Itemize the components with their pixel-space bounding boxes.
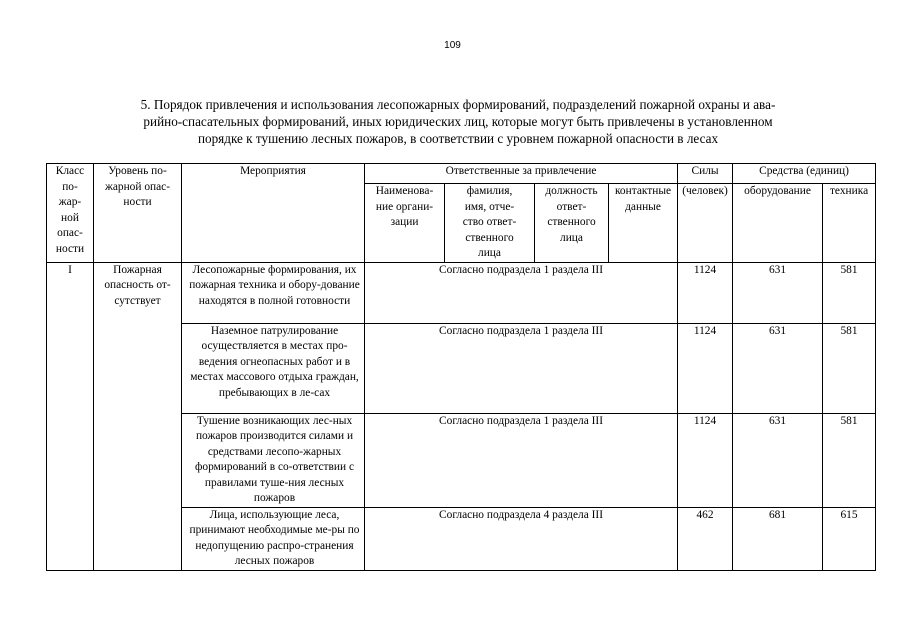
responsible-cell: Согласно подраздела 1 раздела III	[365, 262, 678, 323]
equipment-cell: 631	[733, 323, 823, 413]
equipment-cell: 681	[733, 507, 823, 570]
header-position: должность ответ-ственного лица	[535, 184, 609, 263]
heading-line-3: порядке к тушению лесных пожаров, в соответствии с уровнем пожарной опасности в лесах	[197, 131, 719, 146]
header-forces: Силы	[678, 164, 733, 184]
machinery-cell: 615	[823, 507, 876, 570]
measure-cell: Лесопожарные формирования, их пожарная техника и обору-дование находятся в полной готовности	[182, 262, 365, 323]
heading-line-2: рийно-спасательных формирований, иных юридических лиц, которые могут быть привлечены в установленном	[143, 114, 773, 129]
heading-line-1: 5. Порядок привлечения и использования лесопожарных формирований, подразделений пожарной охраны и ава-	[140, 97, 776, 112]
people-cell: 1124	[678, 262, 733, 323]
header-level: Уровень по-жарной опас-ности	[94, 164, 182, 263]
header-measures: Мероприятия	[182, 164, 365, 263]
header-equipment: оборудование	[733, 184, 823, 263]
section-heading	[82, 96, 834, 147]
header-contacts: контактные данные	[609, 184, 678, 263]
responsible-cell: Согласно подраздела 1 раздела III	[365, 323, 678, 413]
measure-cell: Тушение возникающих лес-ных пожаров производится силами и средствами лесопо-жарных формирований в со-ответствии с правилами туше-ния лесных пожаров	[182, 413, 365, 507]
equipment-cell: 631	[733, 413, 823, 507]
header-means: Средства (единиц)	[733, 164, 876, 184]
people-cell: 1124	[678, 323, 733, 413]
header-machinery: техника	[823, 184, 876, 263]
header-org-name: Наименова-ние органи-зации	[365, 184, 445, 263]
header-responsible: Ответственные за привлечение	[365, 164, 678, 184]
fire-danger-table	[46, 163, 876, 571]
level-cell: Пожарная опасность от-сутствует	[94, 262, 182, 570]
header-fio: фамилия, имя, отче-ство ответ-ственного лица	[445, 184, 535, 263]
header-class: Класс по-жар-ной опас-ности	[47, 164, 94, 263]
measure-cell: Лица, использующие леса, принимают необходимые ме-ры по недопущению распро-странения лесных пожаров	[182, 507, 365, 570]
responsible-cell: Согласно подраздела 4 раздела III	[365, 507, 678, 570]
page-number: 109	[444, 40, 461, 51]
measure-cell: Наземное патрулирование осуществляется в местах про-ведения огнеопасных работ и в местах массового отдыха граждан, пребывающих в ле-сах	[182, 323, 365, 413]
class-cell: I	[47, 262, 94, 570]
header-people: (человек)	[678, 184, 733, 263]
machinery-cell: 581	[823, 262, 876, 323]
equipment-cell: 631	[733, 262, 823, 323]
machinery-cell: 581	[823, 323, 876, 413]
responsible-cell: Согласно подраздела 1 раздела III	[365, 413, 678, 507]
machinery-cell: 581	[823, 413, 876, 507]
people-cell: 1124	[678, 413, 733, 507]
people-cell: 462	[678, 507, 733, 570]
